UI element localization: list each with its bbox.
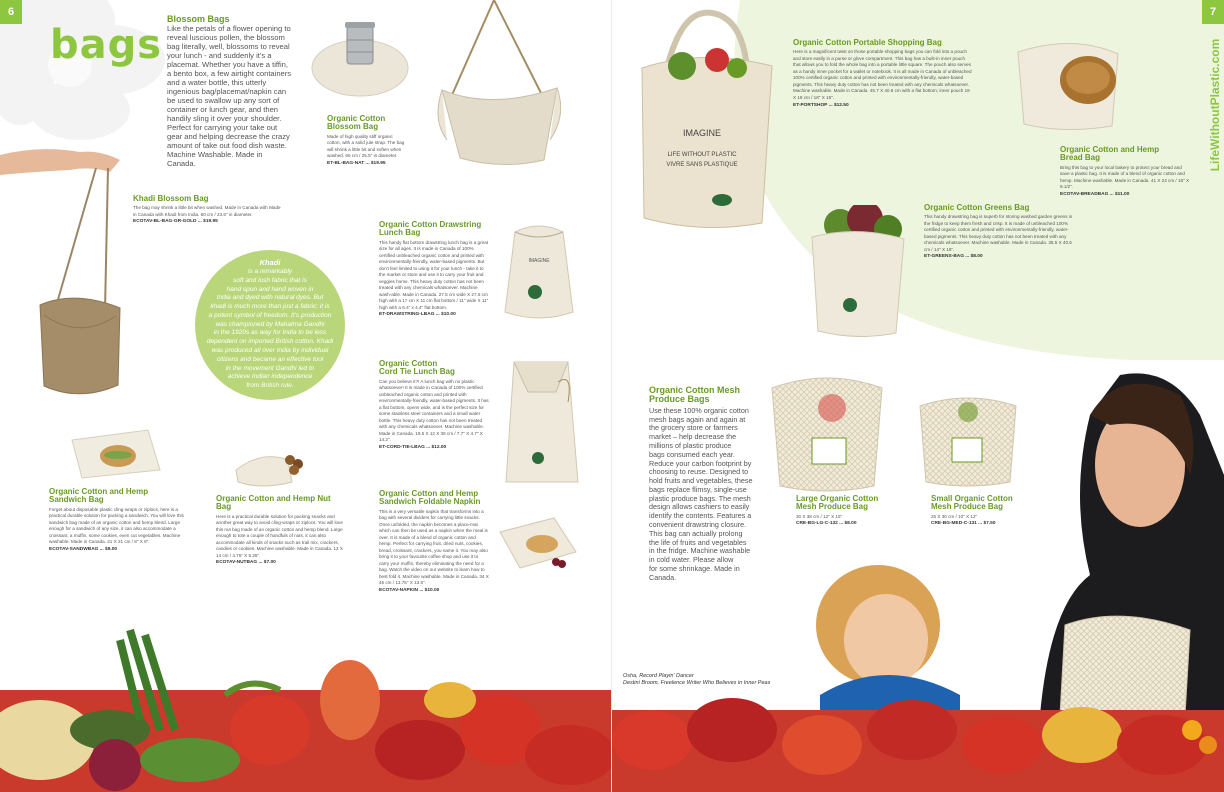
cord-tie-entry: [379, 360, 489, 450]
portable-shopping-bag-image: [622, 8, 784, 230]
mesh-bags-desc: Use these 100% organic cotton mesh bags again and again at the grocery store or farmers market – help decrease the millions of plastic produce bags consumed each year. Reduce your carbon footprint by choosing to reuse. Designed to hold fruits and vegetables, these bags replace flimsy, single-use plastic produce bags. The mesh design allows cashiers to easily identify the contents. Features a convenient drawstring closure. This bag can actually prolong the life of fruits and vegetables in the fridge. Machine washable in cold water. Please allow for some shrinkage. Made in Canada.: [649, 405, 753, 582]
bread-bag-title: Organic Cotton and Hemp Bread Bag: [1060, 145, 1160, 163]
greens-bag-sku: ET-GREENS-BAG ... $8.00: [924, 254, 983, 260]
cord-tie-sku: ET-CORD-TIE-LBAG ... $12.00: [379, 444, 447, 450]
napkin-desc: This is a very versatile napkin that transforms into a bag with several dividers for carrying little snacks. Once unfolded, the napkin becomes a place-mat which can then be used as a napkin when the meal is over. It is made of a blend of organic cotton and hemp. Perfect for carrying fruit, dried nuts, cookies, bread, croissant, crackers, you name it. You may also bring it to your favourite coffee shop and use it to carry your muffin, thereby eliminating the need for a bag. Watch the video on our website to learn how to best fold it. Machine washable. Made in Canada. 34 X 45 cm / 13.75" X 13.5".: [379, 508, 489, 586]
cord-tie-lunch-bag-image: [498, 352, 586, 488]
large-mesh-desc: 30 X 38 cm / 12" X 15": [796, 513, 843, 519]
khadi-blossom-title: Khadi Blossom Bag: [133, 194, 209, 203]
sandwich-bag-sku: ECOTAV-SANDWBAG ... $9.00: [49, 546, 118, 552]
vegetables-right-image: [612, 690, 1224, 792]
shopping-bag-print-slogan2: VIVRE SANS PLASTIQUE: [666, 162, 738, 168]
bread-bag-entry: [1060, 146, 1190, 197]
small-mesh-title: Small Organic Cotton Mesh Produce Bag: [931, 494, 1013, 512]
shopping-bag-desc: Here is a magnificent twist on those portable shopping bags you can fold into a pouch and store easily in a purse or glove compartment. This bag has a built-in inner pouch that allows you to fold the whole bag into a portable little square. The pouch also serves as a handy inner pocket for a wallet or notebook. It is all made in Canada of unbleached 100% certified organic cotton and printed with environmentally-friendly, water-based pigments. This heavy duty cotton has not been treated with any chemicals whatsoever. Machine washable. Made in Canada. 45.7 X 40.6 cm with a flat bottom; inner pouch 19 X 19 cm / 18" X 16".: [793, 49, 972, 100]
sandwich-bag-entry: [49, 488, 189, 552]
napkin-sku: ECOTAV-NAPKIN ... $10.00: [379, 587, 440, 593]
page-number: 7: [1202, 0, 1224, 24]
bread-bag-desc: Bring this bag to your local bakery to protect your bread and save a plastic bag. It is made of a blend of organic cotton and hemp. Machine washable. Made in Canada. 41 X 24 cm / 16" X 9.1/2".: [1060, 164, 1190, 190]
page-number: 6: [0, 0, 22, 24]
khadi-bag-image: [0, 140, 130, 400]
cotton-blossom-desc: Made of high quality stiff organic cotton, with a solid jute strap. The bag will shrink a little bit and soften when washed. 65 cm / 25.5" in diameter.: [327, 133, 405, 159]
vegetables-left-image: [0, 580, 612, 792]
greens-bag-image: [800, 205, 915, 337]
khadi-blossom-entry: [133, 195, 283, 224]
drawstring-lunch-title: Organic Cotton Drawstring Lunch Bag: [379, 220, 482, 238]
mesh-bags-entry: [649, 386, 759, 583]
shopping-bag-print-imagine: IMAGINE: [682, 128, 722, 138]
drawstring-lunch-desc: This handy flat bottom drawstring lunch bag is a great size for all ages. It is made in Canada of 100% certified unbleached organic cotton and printed with environmentally-friendly, water-based pigments. But don't feel limited to using it for your lunch - take it to the market or store and use it to carry your fruit and veggies home. This heavy duty cotton has not been treated with any chemicals whatsoever. Machine wash-able. Made in Canada. 27.5 cm wide X 27.5 cm high with a 17 cm X 11 cm flat bottom / 11" wide X 11" high with a 6.4" x 4.4" flat bottom.: [379, 239, 489, 310]
cotton-blossom-entry: [327, 115, 407, 166]
greens-bag-title: Organic Cotton Greens Bag: [924, 203, 1030, 212]
sandwich-bag-desc: Forget about disposable plastic cling-wraps or ziplocs, here is a practical durable solution for packing a sandwich. You will love this sandwich bag made of an organic cotton and hemp blend. Large enough for a sandwich of any size, it can also accommodate a croissant, a muffin, some cookies, even cut vegetables. Machine washable. Made in Canada. 21 X 21 cm / 8" X 8".: [49, 506, 184, 545]
photo-caption: Osha, Record Playin' Dancer Destini Broom, Freelence Writer Who Believes in Inner Peas: [623, 673, 771, 687]
bread-bag-image: [1014, 34, 1122, 134]
blossom-title: Blossom Bags: [167, 14, 230, 24]
shopping-bag-entry: [793, 39, 973, 108]
section-headline: bags: [50, 22, 163, 68]
drawstring-lunch-bag-image: [495, 212, 583, 324]
khadi-info-text: Khadi is a remarkably soft and lush fabric that is hand spun and hand woven in India and dyed with natural dyes. But khadi is much more than just a fabric: it is a potent symbol of freedom. It's production was championed by Mahatma Gandhi in the 1920s as way for India to be less dependent on imported British cotton. Khadi was produced all over India by individual citizens and became an effective tool in the movement Gandhi led to achieve Indian independence from British rule.: [206, 258, 334, 390]
greens-bag-entry: [924, 204, 1074, 259]
blossom-bag-hanging-image: [432, 0, 567, 168]
drawstring-lunch-sku: ET-DRAWSTRING-LBAG ... $10.00: [379, 312, 456, 318]
sandwich-bag-image: [68, 426, 164, 482]
shopping-bag-print-slogan1: LIFE WITHOUT PLASTIC: [667, 152, 737, 158]
large-mesh-sku: CRE-BG-LG-C-132 ... $8.00: [796, 521, 857, 527]
cord-tie-desc: Can you believe it?! A lunch bag with no plastic whatsoever! It is made in Canada of 100% certified unbleached organic cotton and printed with environmentally-friendly, water-based pigments. It has a flat bottom, opens wide, and is the perfect size for some stainless steel containers and a small water bottle. This heavy duty cotton has not been treated with any chemicals whatsoever. Machine washable. Made in Canada. 19.5 X 12 X 36 cm / 7.7" X 4.7" X 14.2".: [379, 378, 489, 443]
nut-bag-image: [232, 446, 312, 488]
sandwich-bag-title: Organic Cotton and Hemp Sandwich Bag: [49, 487, 149, 505]
drawstring-lunch-entry: [379, 221, 489, 317]
cotton-blossom-title: Organic Cotton Blossom Bag: [327, 114, 386, 132]
drawstring-bag-print: IMAGINE: [528, 258, 550, 264]
people-photo: [790, 355, 1224, 715]
nut-bag-desc: Here is a practical durable solution for packing snacks and another great way to avoid cling-wraps or ziplocs. You will love this nut bag made of an organic cotton and hemp blend. Large enough to tote a couple of handfuls of nuts, it can also accommodate all kinds of snacks such as trail mix, crackers, candies or cookies. Machine washable. Made in Canada. 12 X 14 cm / 4.75" X 5.25".: [216, 513, 343, 558]
napkin-title: Organic Cotton and Hemp Sandwich Foldable Napkin: [379, 489, 481, 507]
shopping-bag-title: Organic Cotton Portable Shopping Bag: [793, 38, 942, 47]
blossom-bag-flat-image: [305, 8, 415, 100]
bread-bag-sku: ECOTAV-BREADBAG ... $11.00: [1060, 191, 1130, 197]
small-mesh-sku: CRE-BG-MED-C-131 ... $7.50: [931, 521, 996, 527]
large-mesh-title: Large Organic Cotton Mesh Produce Bag: [796, 494, 879, 512]
khadi-blossom-desc: The bag may shrink a little bit when washed. Made in Canada with Made in Canada with Khadi from India. 60 cm / 23.6" in diameter.: [133, 205, 281, 217]
cotton-blossom-sku: ET-BL-BAG-NAT ... $19.95: [327, 160, 386, 166]
flower-decoration: [0, 0, 170, 140]
sidebar-website: LifeWithoutPlastic.com: [1208, 38, 1222, 172]
small-mesh-desc: 25 X 30 cm / 10" X 12": [931, 513, 978, 519]
napkin-entry: [379, 490, 489, 593]
shopping-bag-sku: ET-PORTSHOP ... $12.50: [793, 102, 849, 108]
nut-bag-sku: ECOTAV-NUTBAG ... $7.00: [216, 560, 276, 566]
blossom-intro: [167, 15, 292, 169]
mesh-bags-title: Organic Cotton Mesh Produce Bags: [649, 385, 741, 405]
khadi-blossom-sku: ECOTAV-BL-BAG-GR-GOLD ... $19.95: [133, 219, 218, 225]
blossom-text: Like the petals of a flower opening to reveal luscious pollen, the blossom bag literally, well, blossoms to reveal your lunch - and suddenly it's a placemat. Whether you have a tiffin, a bento box, a few airtight containers and a water bottle, this utterly ingenious bag/placemat/napkin can be used to swallow up any sort of container or lunch gear, and then handily sling it over your shoulder. Perfect for carrying your take out gear and helping decrease the crazy amount of take out food dish waste. Machine Washable. Made in Canada.: [167, 24, 292, 168]
greens-bag-desc: This handy drawstring bag is superb for storing washed garden greens in the fridge to keep them fresh and crisp. It is made of unbleached 100% certified organic cotton and printed with environmentally-friendly, water-based pigments. This heavy duty cotton has not been treated with any chemicals whatsoever. Machine washable. Made in Canada. 35.5 X 40.6 cm / 14" X 16".: [924, 214, 1073, 252]
nut-bag-title: Organic Cotton and Hemp Nut Bag: [216, 494, 331, 512]
nut-bag-entry: [216, 495, 346, 565]
cord-tie-title: Organic Cotton Cord Tie Lunch Bag: [379, 359, 455, 377]
napkin-image: [494, 512, 580, 574]
